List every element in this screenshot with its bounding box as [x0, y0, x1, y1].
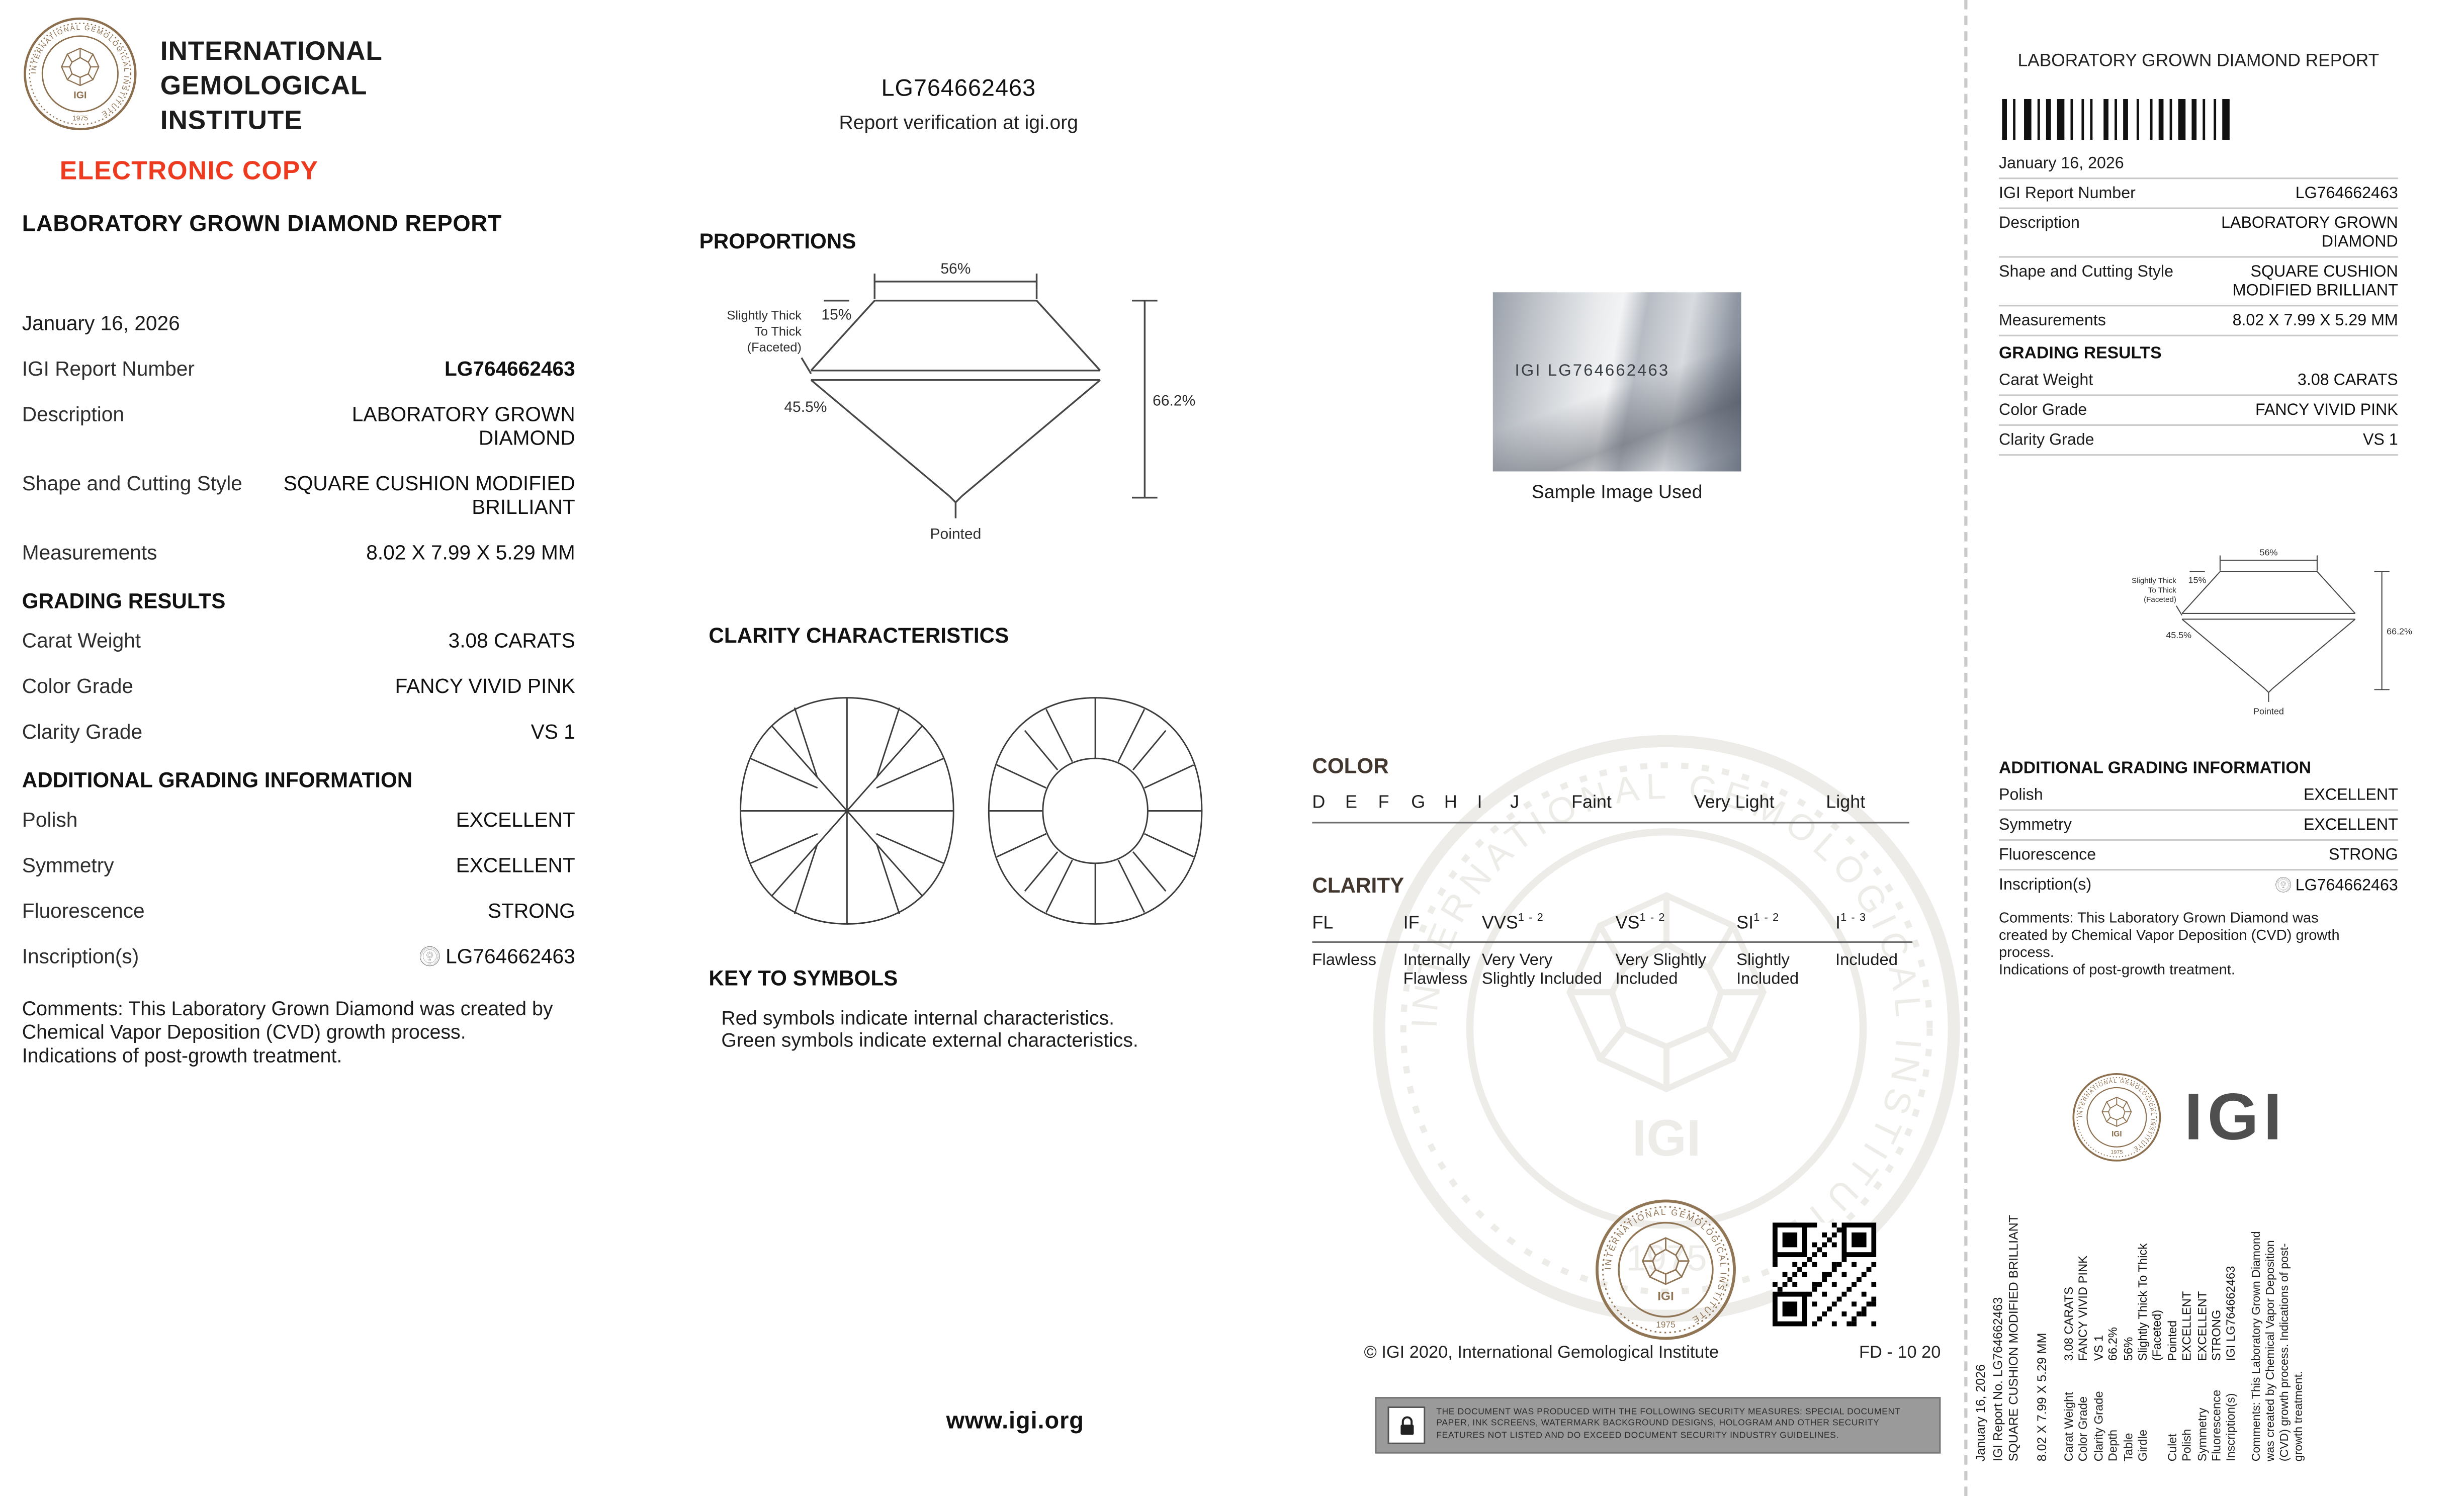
stub-value: FANCY VIVID PINK: [2255, 401, 2398, 419]
vstrip-pair-symmetry: Symmetry EXCELLENT: [2194, 1291, 2209, 1462]
website-link[interactable]: www.igi.org: [946, 1408, 1084, 1435]
vstrip-pair-carat: Carat Weight 3.08 CARATS: [2062, 1286, 2076, 1462]
vstrip-comments: Comments: This Laboratory Grown Diamond was created by Chemical Vapor Deposition (CVD) growth process. Indications of post-growth treatment.: [2248, 1231, 2305, 1462]
brand-name: [160, 16, 383, 138]
vstrip-shape: SQUARE CUSHION MODIFIED BRILLIANT: [2006, 1214, 2021, 1462]
clarity-code: VS$^{1 - 2}$: [1615, 913, 1666, 934]
stub-row-color: [1999, 396, 2398, 426]
verification-number: LG764662463: [881, 75, 1036, 103]
stub-igi-logo: [2071, 1072, 2286, 1163]
verification-block: [691, 75, 1226, 134]
field-label: Carat Weight: [22, 629, 141, 652]
field-value: EXCELLENT: [456, 853, 575, 877]
field-label: IGI Report Number: [22, 357, 195, 381]
clarity-code: VVS$^{1 - 2}$: [1481, 913, 1544, 934]
stub-row-inscription: [1999, 870, 2398, 900]
field-row-fluorescence: [22, 888, 575, 934]
brand-line-3: INSTITUTE: [160, 105, 303, 135]
stub-label: Inscription(s): [1999, 876, 2092, 894]
stub-value: EXCELLENT: [2303, 786, 2398, 804]
stub-row-measurements: [1999, 306, 2398, 336]
field-label: Color Grade: [22, 674, 134, 698]
security-strip: [1375, 1397, 1941, 1454]
stub-label: Color Grade: [1999, 401, 2087, 419]
igi-seal-stamp: [1594, 1197, 1738, 1342]
color-grade: D: [1312, 794, 1326, 813]
field-value: LABORATORY GROWN DIAMOND: [351, 402, 575, 450]
stub-row-polish: [1999, 781, 2398, 811]
clarity-name: Internally Flawless: [1403, 950, 1470, 988]
stub-date: January 16, 2026: [1999, 154, 2124, 172]
clarity-code: FL: [1312, 914, 1334, 934]
igi-seal-logo: [2071, 1072, 2162, 1163]
vstrip-report-no: IGI Report No. LG764662463: [1990, 1297, 2004, 1462]
field-label: Description: [22, 402, 124, 426]
key-to-symbols-text: [721, 1007, 1138, 1051]
clarity-plot-diagrams: [732, 688, 1210, 934]
report-date: January 16, 2026: [22, 311, 180, 335]
stub-label: Symmetry: [1999, 816, 2072, 834]
security-lock-icon: [1387, 1406, 1425, 1444]
vstrip-measurements: 8.02 X 7.99 X 5.29 MM: [2034, 1333, 2049, 1462]
vstrip-pair-table: Table 56%: [2121, 1337, 2135, 1462]
comments-text: Comments: This Laboratory Grown Diamond was created by Chemical Vapor Deposition (CVD) growth process.: [22, 998, 553, 1043]
proportions-heading: PROPORTIONS: [699, 229, 856, 253]
brand-header: [22, 16, 575, 138]
proportions-diagram: [666, 259, 1210, 546]
cushion-crown-diagram: [981, 688, 1210, 934]
key-to-symbols-heading: KEY TO SYMBOLS: [709, 966, 898, 990]
stub-row-fluorescence: [1999, 841, 2398, 870]
color-grade: G: [1411, 794, 1426, 813]
stub-additional-heading: ADDITIONAL GRADING INFORMATION: [1999, 759, 2312, 778]
field-value: SQUARE CUSHION MODIFIED BRILLIANT: [283, 471, 575, 519]
security-text: THE DOCUMENT WAS PRODUCED WITH THE FOLLOWING SECURITY MEASURES: SPECIAL DOCUMENT PAPER, INK SCREENS, WATERMARK BACKGROUND DESIGNS, HOLOGRAM AND OTHER SECURITY FEATURES NOT LISTED AND DO EXCEED DOCUMENT SECURITY INDUSTRY GUIDELINES.: [1436, 1408, 1900, 1441]
color-grade: I: [1477, 794, 1482, 813]
stub-proportions-diagram: [2096, 547, 2420, 719]
stub-vertical-summary: [1974, 1213, 2366, 1462]
field-row-clarity: [22, 709, 575, 754]
stub-row-carat: [1999, 366, 2398, 396]
vstrip-pair-color: Color Grade FANCY VIVID PINK: [2076, 1255, 2091, 1462]
field-label: Measurements: [22, 541, 157, 564]
field-row-carat: [22, 618, 575, 663]
form-code: FD - 10 20: [1859, 1343, 1941, 1363]
color-scale-heading: COLOR: [1312, 754, 1389, 778]
stub-value: LG764662463: [2275, 876, 2398, 896]
color-range: Very Light: [1694, 794, 1775, 813]
stub-label: Polish: [1999, 786, 2043, 804]
field-value: 8.02 X 7.99 X 5.29 MM: [366, 541, 575, 564]
report-title: LABORATORY GROWN DIAMOND REPORT: [22, 212, 502, 237]
clarity-code: IF: [1403, 914, 1420, 934]
stub-label: Description: [1999, 214, 2080, 232]
comments-text-2: Indications of post-growth treatment.: [22, 1044, 342, 1067]
vstrip-pair-clarity: Clarity Grade VS 1: [2091, 1335, 2105, 1462]
clarity-name: Very Very Slightly Included: [1481, 950, 1602, 988]
barcode: [2002, 99, 2231, 140]
color-scale: [1312, 781, 1909, 823]
stub-row-shape: [1999, 258, 2398, 307]
report-main-panel: [22, 16, 575, 1068]
clarity-characteristics-heading: CLARITY CHARACTERISTICS: [709, 624, 1009, 648]
vstrip-pair-fluorescence: Fluorescence STRONG: [2209, 1309, 2224, 1462]
stub-row-description: [1999, 209, 2398, 258]
color-grade: J: [1510, 794, 1520, 813]
electronic-copy-label: ELECTRONIC COPY: [59, 157, 319, 186]
stub-value: 8.02 X 7.99 X 5.29 MM: [2232, 312, 2398, 329]
clarity-scale-heading: CLARITY: [1312, 873, 1404, 898]
clarity-codes-row: [1312, 901, 1912, 943]
color-grade: F: [1378, 794, 1389, 813]
stub-row-symmetry: [1999, 811, 2398, 841]
stub-label: Carat Weight: [1999, 372, 2093, 389]
stub-fields: [1999, 149, 2398, 456]
clarity-scale: [1312, 901, 1912, 1009]
field-label: Shape and Cutting Style: [22, 471, 242, 495]
vstrip-pair-girdle: Girdle Slightly Thick To Thick (Faceted): [2135, 1243, 2165, 1462]
clarity-code: SI$^{1 - 2}$: [1736, 913, 1780, 934]
field-value: STRONG: [487, 899, 575, 923]
key-external-line: Green symbols indicate external characteristics.: [721, 1029, 1138, 1051]
field-row-shape: [22, 461, 575, 530]
copyright-text: © IGI 2020, International Gemological Institute: [1364, 1343, 1719, 1363]
field-label: Polish: [22, 808, 78, 832]
field-row-description: [22, 391, 575, 461]
vstrip-date: January 16, 2026: [1974, 1364, 1988, 1462]
clarity-name: Very Slightly Included: [1615, 950, 1707, 988]
stub-grading-heading: GRADING RESULTS: [1999, 344, 2162, 363]
clarity-code: $I^{1 - 3}$: [1835, 913, 1867, 934]
stub-value: LABORATORY GROWN DIAMOND: [2221, 214, 2398, 251]
clarity-name: Slightly Included: [1736, 950, 1799, 988]
key-internal-line: Red symbols indicate internal characteristics.: [721, 1007, 1114, 1029]
stub-label: Clarity Grade: [1999, 431, 2094, 449]
stub-label: Fluorescence: [1999, 846, 2096, 864]
vstrip-pair-depth: Depth 66.2%: [2106, 1327, 2121, 1462]
brand-line-2: GEMOLOGICAL: [160, 70, 368, 101]
stub-value: EXCELLENT: [2303, 816, 2398, 834]
field-label: Symmetry: [22, 853, 114, 877]
girdle-inscription-overlay: IGI LG764662463: [1515, 361, 1670, 381]
igi-seal-logo: [22, 16, 138, 132]
field-row-measurements: [22, 530, 575, 575]
field-value: FANCY VIVID PINK: [395, 674, 575, 698]
stub-value: STRONG: [2329, 846, 2398, 864]
field-row-inscription: [22, 933, 575, 979]
stub-value: SQUARE CUSHION MODIFIED BRILLIANT: [2232, 263, 2398, 300]
color-grade: E: [1345, 794, 1357, 813]
stub-date-row: [1999, 149, 2398, 179]
verification-link-text[interactable]: Report verification at igi.org: [839, 111, 1078, 134]
stub-comments: Comments: This Laboratory Grown Diamond was created by Chemical Vapor Deposition (CVD) growth process.: [1999, 909, 2340, 959]
field-value: 3.08 CARATS: [448, 629, 575, 652]
igi-wordmark: IGI: [2184, 1079, 2286, 1154]
sample-diamond-image: [1493, 292, 1741, 471]
color-range: Light: [1826, 794, 1866, 813]
stub-title: LABORATORY GROWN DIAMOND REPORT: [2017, 52, 2380, 71]
brand-line-1: INTERNATIONAL: [160, 36, 383, 66]
stub-additional-section: [1999, 751, 2398, 979]
stub-row-report-number: [1999, 179, 2398, 209]
color-range: Faint: [1571, 794, 1612, 813]
stub-row-clarity: [1999, 426, 2398, 456]
field-value: LG764662463: [419, 944, 575, 968]
field-value: VS 1: [531, 720, 575, 744]
grading-results-heading: GRADING RESULTS: [22, 589, 226, 613]
field-label: Fluorescence: [22, 899, 145, 923]
field-value: EXCELLENT: [456, 808, 575, 832]
stub-label: Measurements: [1999, 312, 2106, 329]
cushion-pavilion-diagram: [732, 688, 961, 934]
qr-code: [1773, 1222, 1876, 1326]
sample-image-caption: Sample Image Used: [1531, 481, 1703, 503]
vstrip-pair-inscription: Inscription(s) IGI LG764662463: [2224, 1266, 2239, 1462]
vstrip-pair-culet: Culet Pointed: [2165, 1320, 2179, 1462]
clarity-name: Flawless: [1312, 950, 1377, 970]
additional-grading-heading: ADDITIONAL GRADING INFORMATION: [22, 768, 413, 792]
clarity-names-row: [1312, 943, 1912, 1009]
field-row-symmetry: [22, 842, 575, 888]
field-label: Inscription(s): [22, 944, 139, 968]
stub-comments-2: Indications of post-growth treatment.: [1999, 960, 2235, 977]
perforation-divider: [1964, 0, 1967, 1496]
stub-value: VS 1: [2362, 431, 2398, 449]
igi-inscription-icon: [419, 946, 439, 966]
field-value: LG764662463: [444, 357, 575, 381]
stub-label: IGI Report Number: [1999, 185, 2136, 202]
field-row-polish: [22, 797, 575, 842]
igi-inscription-icon: [2275, 876, 2291, 892]
field-row-color: [22, 663, 575, 709]
field-row-report-number: [22, 346, 575, 392]
color-grade: H: [1444, 794, 1457, 813]
stub-value: LG764662463: [2295, 185, 2398, 202]
field-label: Clarity Grade: [22, 720, 143, 744]
stub-label: Shape and Cutting Style: [1999, 263, 2174, 281]
vstrip-pair-polish: Polish EXCELLENT: [2180, 1291, 2194, 1462]
clarity-name: Included: [1835, 950, 1898, 970]
stub-value: 3.08 CARATS: [2298, 372, 2398, 389]
